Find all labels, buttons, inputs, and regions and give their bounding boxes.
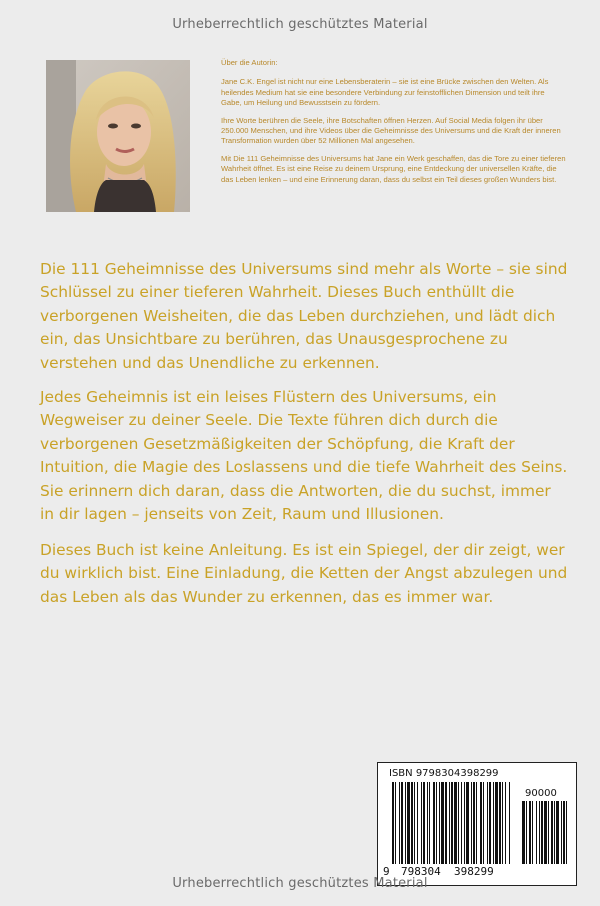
- price-code: 90000: [525, 788, 557, 799]
- barcode-digits-right: 398299: [454, 865, 494, 878]
- blurb-paragraph: Die 111 Geheimnisse des Universums sind mehr als Worte – sie sind Schlüssel zu einer tieferen Wahrheit. Dieses Buch enthüllt die verborgenen Weisheiten, die das Leben durchziehen, und lädt dich ein, das Unsichtbare zu berühren, das Unausgesprochene zu verstehen und das Unendliche zu erkennen.: [40, 260, 568, 372]
- copyright-watermark-top: Urheberrechtlich geschütztes Material: [172, 17, 428, 32]
- author-bio-paragraph: Mit Die 111 Geheimnisse des Universums hat Jane ein Werk geschaffen, das die Tore zu einer tieferen Wahrheit öffnet. Es ist eine Reise zu deinem Ursprung, eine Entdeckung der universellen Kräfte, die das Leben lenken – und eine Erinnerung daran, dass du selbst ein Teil dieses großen Wunders bist.: [221, 153, 566, 184]
- barcode-digits-left: 798304: [401, 865, 441, 878]
- author-bio-paragraph: Jane C.K. Engel ist nicht nur eine Lebensberaterin – sie ist eine Brücke zwischen den Welten. Als heilendes Medium hat sie eine besondere Verbindung zur feinstofflichen Dimension und teilt ihre Gabe, um Heilung und Bewusstsein zu fördern.: [221, 77, 549, 108]
- isbn-barcode: [377, 762, 577, 886]
- author-portrait-image: [46, 60, 190, 212]
- author-bio-heading: Über die Autorin:: [221, 58, 278, 67]
- blurb-paragraph: Dieses Buch ist keine Anleitung. Es ist ein Spiegel, der dir zeigt, wer du wirklich bist. Eine Einladung, die Ketten der Angst abzulegen und das Leben als das Wunder zu erkennen, das es immer war.: [40, 541, 568, 606]
- copyright-watermark-bottom: Urheberrechtlich geschütztes Material: [172, 876, 428, 891]
- blurb-paragraph: Jedes Geheimnis ist ein leises Flüstern des Universums, ein Wegweiser zu deiner Seele. Die Texte führen dich durch die verborgenen Gesetzmäßigkeiten der Schöpfung, die Kraft der Intuition, die Magie des Loslassens und die tiefe Wahrheit des Seins. Sie erinnern dich daran, dass die Antworten, die du suchst, immer in dir lagen – jenseits von Zeit, Raum und Illusionen.: [40, 388, 568, 524]
- isbn-label: ISBN 9798304398299: [389, 768, 499, 779]
- author-bio: [221, 58, 566, 192]
- author-bio-paragraph: Ihre Worte berühren die Seele, ihre Botschaften öffnen Herzen. Auf Social Media folgen ihr über 250.000 Menschen, und ihre Videos über die Geheimnisse des Universums und die Kraft der inneren Transformation wurden über 52 Millionen Mal angesehen.: [221, 115, 561, 146]
- author-photo: [46, 60, 190, 212]
- barcode-digit-prefix: 9: [383, 865, 390, 878]
